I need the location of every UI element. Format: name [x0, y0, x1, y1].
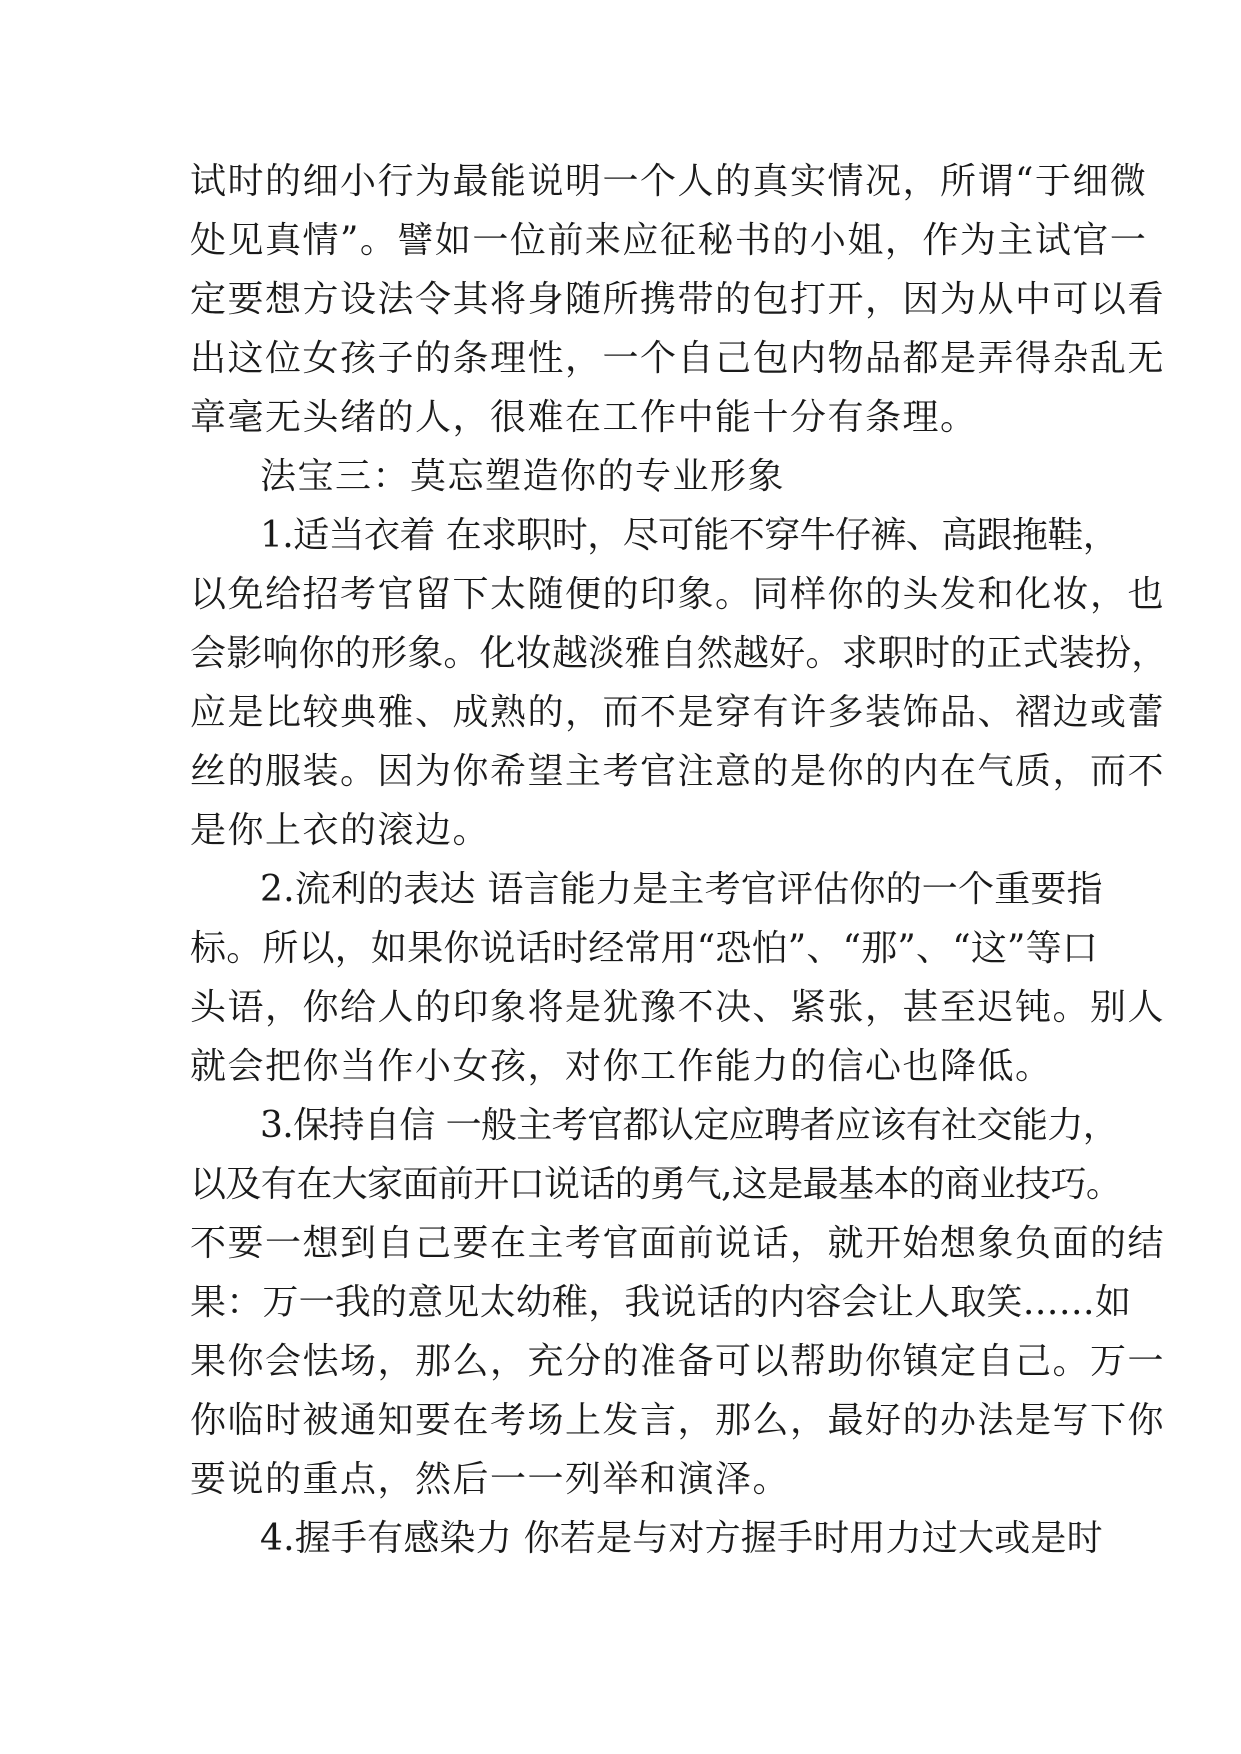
text-line: 出这位女孩子的条理性，一个自己包内物品都是弄得杂乱无 [190, 338, 1166, 379]
text-line: 不要一想到自己要在主考官面前说话，就开始想象负面的结 [190, 1223, 1166, 1264]
text-line: 丝的服装。因为你希望主考官注意的是你的内在气质，而不 [190, 751, 1166, 792]
text-line: 标。所以，如果你说话时经常用“恐怕”、“那”、“这”等口 [190, 928, 1099, 969]
text-line: 就会把你当作小女孩，对你工作能力的信心也降低。 [190, 1046, 1053, 1087]
text-line: 处见真情”。譬如一位前来应征秘书的小姐，作为主试官一 [190, 220, 1148, 261]
text-line: 要说的重点，然后一一列举和演泽。 [190, 1459, 791, 1500]
text-line: 会影响你的形象。化妆越淡雅自然越好。求职时的正式装扮， [190, 633, 1168, 674]
text-line: 定要想方设法令其将身随所携带的包打开，因为从中可以看 [190, 279, 1166, 320]
text-line: 3.保持自信 一般主考官都认定应聘者应该有社交能力， [260, 1105, 1119, 1146]
text-line: 你临时被通知要在考场上发言，那么，最好的办法是写下你 [190, 1400, 1166, 1441]
text-line: 是你上衣的滚边。 [190, 810, 491, 851]
text-line: 4.握手有感染力 你若是与对方握手时用力过大或是时 [260, 1518, 1103, 1559]
text-line: 2.流利的表达 语言能力是主考官评估你的一个重要指 [260, 869, 1103, 910]
text-line: 章毫无头绪的人，很难在工作中能十分有条理。 [190, 397, 978, 438]
text-line: 果：万一我的意见太幼稚，我说话的内容会让人取笑……如 [190, 1282, 1132, 1323]
text-line: 果你会怯场，那么，充分的准备可以帮助你镇定自己。万一 [190, 1341, 1166, 1382]
text-line: 以及有在大家面前开口说话的勇气,这是最基本的商业技巧。 [190, 1164, 1122, 1205]
document-page [190, 152, 1168, 1568]
text-line: 1.适当衣着 在求职时，尽可能不穿牛仔裤、高跟拖鞋， [260, 515, 1119, 556]
text-line: 头语，你给人的印象将是犹豫不决、紧张，甚至迟钝。别人 [190, 987, 1166, 1028]
section-heading: 法宝三：莫忘塑造你的专业形象 [260, 456, 786, 497]
text-line: 应是比较典雅、成熟的，而不是穿有许多装饰品、褶边或蕾 [190, 692, 1166, 733]
text-line: 试时的细小行为最能说明一个人的真实情况，所谓“于细微 [190, 161, 1148, 202]
text-line: 以免给招考官留下太随便的印象。同样你的头发和化妆，也 [190, 574, 1166, 615]
